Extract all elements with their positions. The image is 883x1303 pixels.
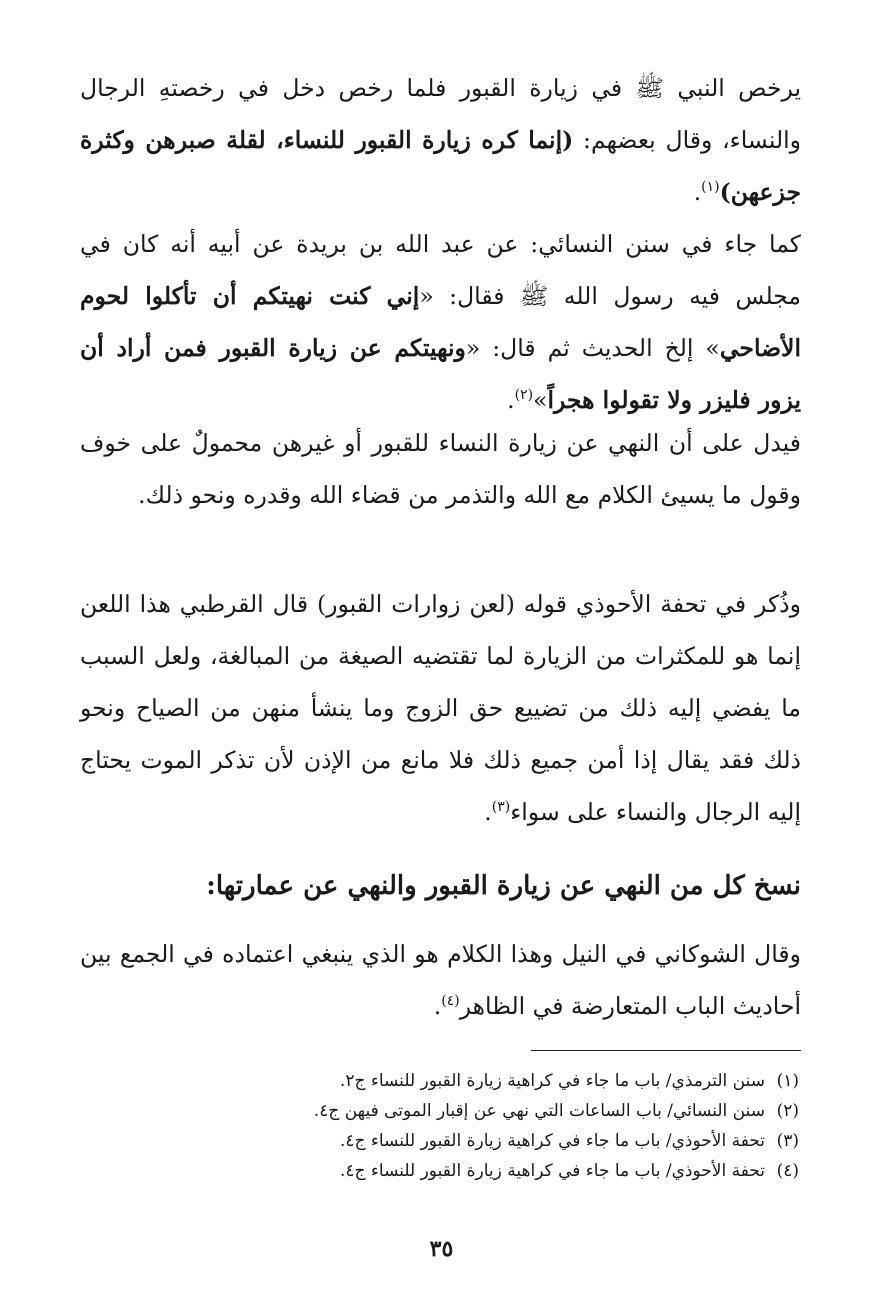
footnote-ref-1[interactable]: (١) <box>701 179 720 196</box>
paragraph-3: فيدل على أن النهي عن زيارة النساء للقبور أو غيرهن محمولٌ على خوف وقول ما يسيئ الكلام مع الله والتذمر من قضاء الله وقدره ونحو ذلك. <box>80 429 801 509</box>
paragraph-2-text: كما جاء في سنن النسائي: عن عبد الله بن بريدة عن أبيه أنه كان في مجلس فيه رسول الله ﷺ فقال: « <box>80 230 801 310</box>
paragraph-4 <box>80 578 801 838</box>
paragraph-2-hadith-2: ونهيتكم عن زيارة القبور فمن أراد أن يزور فليزر ولا تقولوا هجراً <box>80 334 801 414</box>
footnote-1 <box>80 1066 799 1096</box>
footnote-2 <box>80 1096 799 1126</box>
footnote-ref-3[interactable]: (٣) <box>491 799 511 816</box>
paragraph-2-end: . <box>507 386 515 414</box>
paragraph-2-quote-close: » <box>533 386 548 414</box>
footnote-number: (٢) <box>776 1101 799 1121</box>
footnote-4 <box>80 1156 799 1186</box>
footnote-text: تحفة الأحوذي/ باب ما جاء في كراهية زيارة القبور للنساء ج٤. <box>339 1131 765 1151</box>
paragraph-1-text: يرخص النبي ﷺ في زيارة القبور فلما رخص دخل في رخصتهِ الرجال والنساء، وقال بعضهم: <box>80 74 801 154</box>
section-heading: نسخ كل من النهي عن زيارة القبور والنهي عن عمارتها: <box>206 871 801 901</box>
footnote-text: سنن النسائي/ باب الساعات التي نهي عن إقبار الموتى فيهن ج٤. <box>313 1101 765 1121</box>
footnote-text: سنن الترمذي/ باب ما جاء في كراهية زيارة القبور للنساء ج٢. <box>339 1071 765 1091</box>
footnotes <box>80 1066 799 1186</box>
footnote-divider <box>531 1050 801 1051</box>
paragraph-5 <box>80 928 801 1032</box>
paragraph-4-text: وذُكر في تحفة الأحوذي قوله (لعن زوارات القبور) قال القرطبي هذا اللعن إنما هو للمكثرات من الزيارة لما تقتضيه الصيغة من المبالغة، ولعل السبب ما يفضي إليه ذلك من تضييع حق الزوج وما ينشأ منهن من الصياح ونحو ذلك فقد يقال إذا أمن جميع ذلك فلا مانع من الإذن لأن تذكر الموت يحتاج إليه الرجال والنساء على سواء <box>80 590 801 826</box>
footnote-number: (١) <box>776 1071 799 1091</box>
paragraph-1 <box>80 62 801 218</box>
paragraph-5-text: وقال الشوكاني في النيل وهذا الكلام هو الذي ينبغي اعتماده في الجمع بين أحاديث الباب المتعارضة في الظاهر <box>80 940 801 1020</box>
paragraph-2-hadith-1: إني كنت نهيتكم أن تأكلوا لحوم الأضاحي <box>80 282 801 362</box>
paragraph-2-text-mid: » إلخ الحديث ثم قال: « <box>465 334 720 362</box>
paragraph-1-end: . <box>693 178 702 206</box>
footnote-number: (٣) <box>776 1131 799 1151</box>
paragraph-4-end: . <box>484 798 492 826</box>
footnote-number: (٤) <box>776 1161 799 1181</box>
footnote-3 <box>80 1126 799 1156</box>
paragraph-1-quote: (إنما كره زيارة القبور للنساء، لقلة صبرهن وكثرة جزعهن) <box>80 126 801 206</box>
footnote-ref-4[interactable]: (٤) <box>441 993 460 1010</box>
footnote-ref-2[interactable]: (٢) <box>514 387 534 404</box>
footnote-text: تحفة الأحوذي/ باب ما جاء في كراهية زيارة القبور للنساء ج٤. <box>339 1161 765 1181</box>
page-number: ٣٥ <box>429 1236 454 1262</box>
paragraph-5-end: . <box>433 992 442 1020</box>
paragraph-2 <box>80 218 801 426</box>
